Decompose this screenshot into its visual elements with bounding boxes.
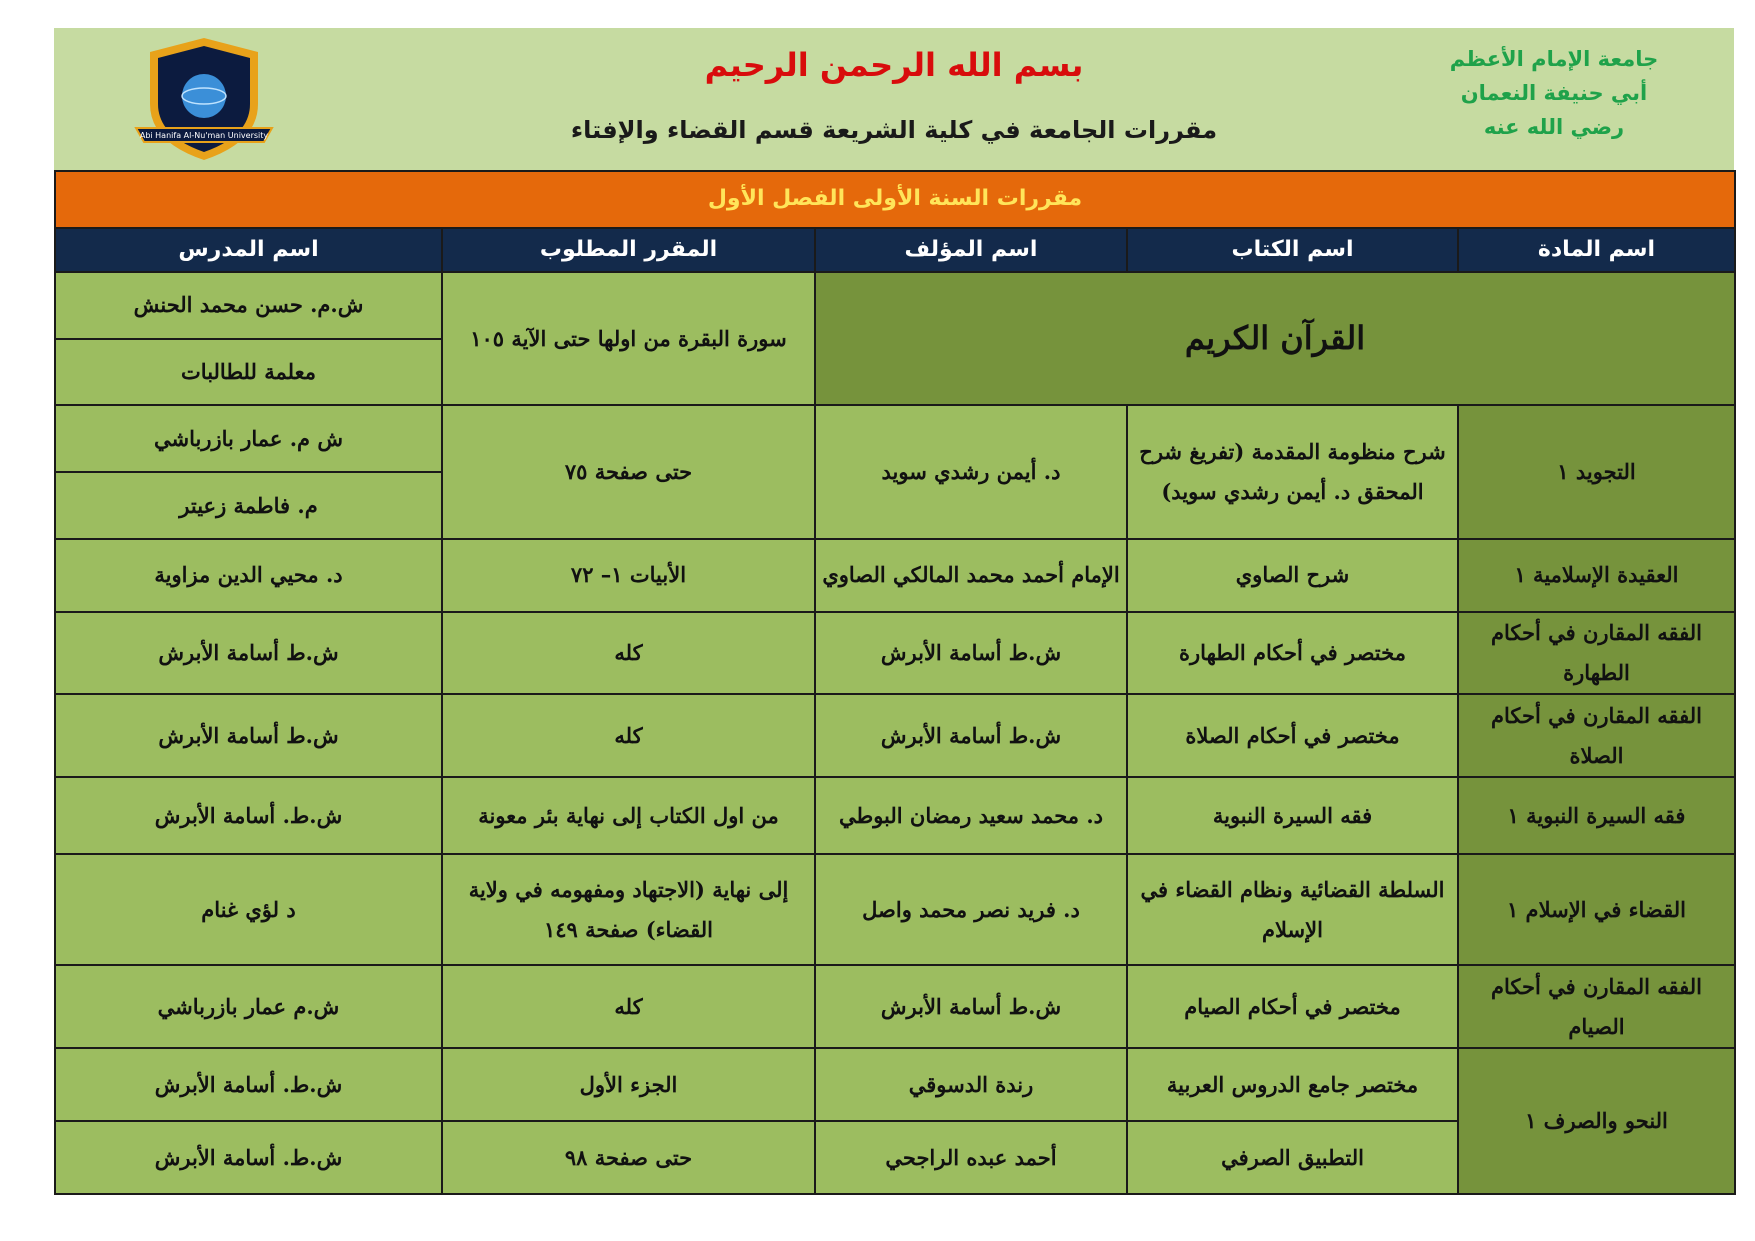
table-row bbox=[55, 539, 1735, 612]
table-row bbox=[55, 272, 1735, 339]
teacher-cell: معلمة للطالبات bbox=[55, 339, 442, 406]
required-cell: حتى صفحة ٩٨ bbox=[442, 1121, 815, 1194]
subject-cell: النحو والصرف ١ bbox=[1458, 1048, 1735, 1194]
author-cell: ش.ط أسامة الأبرش bbox=[815, 612, 1127, 695]
university-name-line: جامعة الإمام الأعظم bbox=[1449, 47, 1659, 71]
table-row bbox=[55, 1048, 1735, 1121]
book-cell: مختصر جامع الدروس العربية bbox=[1127, 1048, 1458, 1121]
table-row bbox=[55, 405, 1735, 472]
author-cell: د. أيمن رشدي سويد bbox=[815, 405, 1127, 539]
teacher-cell: د لؤي غنام bbox=[55, 854, 442, 965]
semester-title: مقررات السنة الأولى الفصل الأول bbox=[55, 171, 1735, 228]
teacher-cell: ش.ط. أسامة الأبرش bbox=[55, 1048, 442, 1121]
university-name-line: أبي حنيفة النعمان bbox=[1460, 81, 1648, 105]
column-header: اسم المدرس bbox=[55, 228, 442, 272]
teacher-cell: م. فاطمة زعيتر bbox=[55, 472, 442, 539]
column-header: اسم المؤلف bbox=[815, 228, 1127, 272]
author-cell: رندة الدسوقي bbox=[815, 1048, 1127, 1121]
required-cell: كله bbox=[442, 612, 815, 695]
courses-table bbox=[54, 170, 1736, 1195]
subject-cell: الفقه المقارن في أحكام الطهارة bbox=[1458, 612, 1735, 695]
required-cell: حتى صفحة ٧٥ bbox=[442, 405, 815, 539]
page-header bbox=[54, 28, 1734, 170]
teacher-cell: ش.ط أسامة الأبرش bbox=[55, 612, 442, 695]
book-cell: السلطة القضائية ونظام القضاء في الإسلام bbox=[1127, 854, 1458, 965]
author-cell: الإمام أحمد محمد المالكي الصاوي bbox=[815, 539, 1127, 612]
author-cell: ش.ط أسامة الأبرش bbox=[815, 965, 1127, 1048]
teacher-cell: ش.ط أسامة الأبرش bbox=[55, 694, 442, 777]
subject-cell: الفقه المقارن في أحكام الصلاة bbox=[1458, 694, 1735, 777]
book-cell: شرح منظومة المقدمة (تفريغ شرح المحقق د. أيمن رشدي سويد) bbox=[1127, 405, 1458, 539]
author-cell: د. محمد سعيد رمضان البوطي bbox=[815, 777, 1127, 854]
table-row bbox=[55, 694, 1735, 777]
author-cell: د. فريد نصر محمد واصل bbox=[815, 854, 1127, 965]
required-cell: سورة البقرة من اولها حتى الآية ١٠٥ bbox=[442, 272, 815, 406]
required-cell: كله bbox=[442, 965, 815, 1048]
required-cell: كله bbox=[442, 694, 815, 777]
column-header: المقرر المطلوب bbox=[442, 228, 815, 272]
quran-cell: القرآن الكريم bbox=[815, 272, 1735, 406]
table-row bbox=[55, 777, 1735, 854]
subject-cell: العقيدة الإسلامية ١ bbox=[1458, 539, 1735, 612]
required-cell: الأبيات ١– ٧٢ bbox=[442, 539, 815, 612]
book-cell: شرح الصاوي bbox=[1127, 539, 1458, 612]
author-cell: ش.ط أسامة الأبرش bbox=[815, 694, 1127, 777]
teacher-cell: ش.م. حسن محمد الحنش bbox=[55, 272, 442, 339]
column-header: اسم الكتاب bbox=[1127, 228, 1458, 272]
required-cell: الجزء الأول bbox=[442, 1048, 815, 1121]
book-cell: مختصر في أحكام الصيام bbox=[1127, 965, 1458, 1048]
university-name-line: رضي الله عنه bbox=[1483, 115, 1625, 139]
book-cell: مختصر في أحكام الصلاة bbox=[1127, 694, 1458, 777]
book-cell: التطبيق الصرفي bbox=[1127, 1121, 1458, 1194]
basmala: بسم الله الرحمن الرحيم bbox=[704, 46, 1084, 84]
teacher-cell: ش م. عمار بازرباشي bbox=[55, 405, 442, 472]
table-row bbox=[55, 854, 1735, 965]
teacher-cell: ش.م عمار بازرباشي bbox=[55, 965, 442, 1048]
crest-globe bbox=[182, 74, 226, 118]
book-cell: مختصر في أحكام الطهارة bbox=[1127, 612, 1458, 695]
table-row bbox=[55, 965, 1735, 1048]
crest-ribbon-text: Abi Hanifa Al-Nu'man University bbox=[139, 131, 269, 140]
subject-cell: فقه السيرة النبوية ١ bbox=[1458, 777, 1735, 854]
subject-cell: القضاء في الإسلام ١ bbox=[1458, 854, 1735, 965]
column-header: اسم المادة bbox=[1458, 228, 1735, 272]
book-cell: فقه السيرة النبوية bbox=[1127, 777, 1458, 854]
page-title: مقررات الجامعة في كلية الشريعة قسم القضاء والإفتاء bbox=[570, 116, 1218, 144]
university-crest-icon bbox=[134, 34, 274, 166]
required-cell: من اول الكتاب إلى نهاية بئر معونة bbox=[442, 777, 815, 854]
teacher-cell: د. محيي الدين مزاوية bbox=[55, 539, 442, 612]
author-cell: أحمد عبده الراجحي bbox=[815, 1121, 1127, 1194]
table-row bbox=[55, 612, 1735, 695]
teacher-cell: ش.ط. أسامة الأبرش bbox=[55, 1121, 442, 1194]
subject-cell: التجويد ١ bbox=[1458, 405, 1735, 539]
crest-svg bbox=[134, 34, 274, 166]
required-cell: إلى نهاية (الاجتهاد ومفهومه في ولاية القضاء) صفحة ١٤٩ bbox=[442, 854, 815, 965]
subject-cell: الفقه المقارن في أحكام الصيام bbox=[1458, 965, 1735, 1048]
teacher-cell: ش.ط. أسامة الأبرش bbox=[55, 777, 442, 854]
